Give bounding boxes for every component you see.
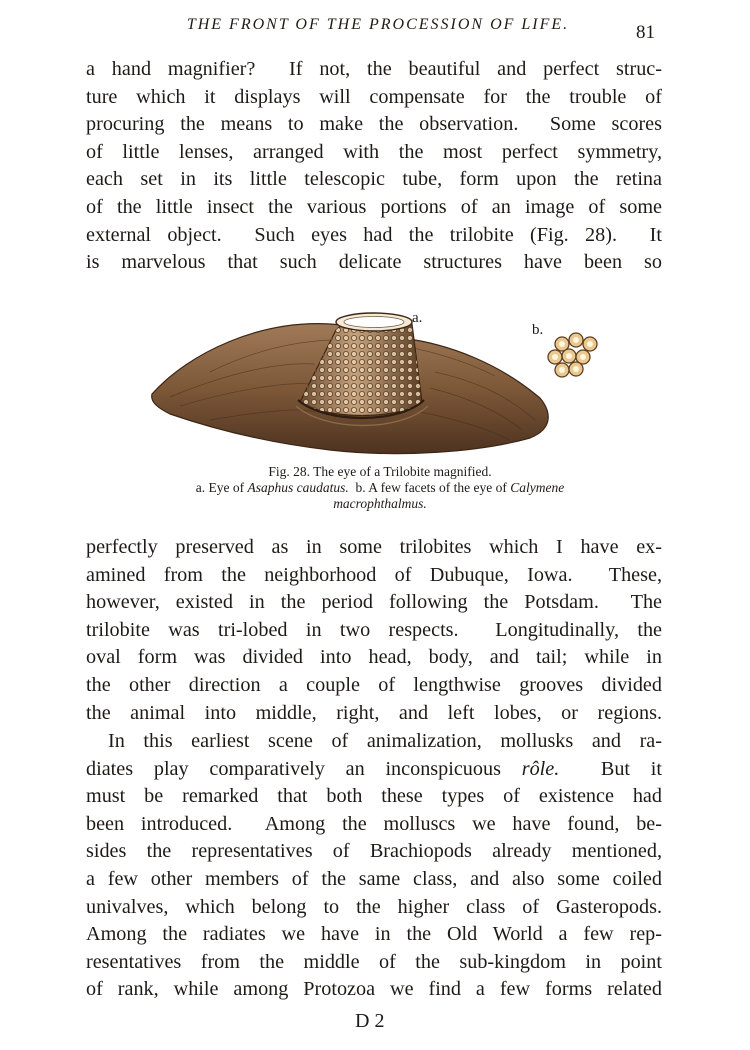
text-line: sides the representatives of Brachiopods already mentioned,	[86, 840, 662, 863]
text-line: perfectly preserved as in some trilobites which I have ex-	[86, 536, 662, 558]
species-name: Calymene	[510, 480, 565, 495]
text-line: In this earliest scene of animalization, mollusks and ra-	[108, 730, 662, 752]
emphasis-text: rôle.	[521, 757, 560, 780]
figure-label-b: b.	[532, 322, 544, 338]
text-line: Among the radiates we have in the Old World a few rep-	[86, 923, 662, 946]
text-line: ture which it displays will compensate for the trouble of	[86, 85, 662, 108]
text-line: the other direction a couple of lengthwise grooves divided	[86, 673, 662, 696]
caption-line-1: Fig. 28. The eye of a Trilobite magnified.	[268, 464, 492, 479]
caption-line-3	[100, 496, 660, 512]
text-line: the animal into middle, right, and left lobes, or regions.	[86, 701, 662, 724]
text-line: is marvelous that such delicate structures have been so	[86, 251, 662, 274]
text-line: univalves, which belong to the higher class of Gasteropods.	[86, 895, 662, 918]
text-line: must be remarked that both these types of existence had	[86, 785, 662, 808]
species-name: Asaphus caudatus.	[247, 480, 349, 495]
caption-line-2: a. Eye of Asaphus caudatus. b. A few facets of the eye of Calymene	[195, 480, 565, 495]
paragraph-2	[86, 534, 662, 727]
trilobite-eye-figure	[150, 302, 620, 462]
text-line: each set in its little telescopic tube, form upon the retina	[86, 168, 662, 191]
running-head: THE FRONT OF THE PROCESSION OF LIFE.	[186, 16, 570, 33]
paragraph-3	[86, 728, 662, 1004]
species-name: macrophthalmus.	[333, 496, 427, 511]
text-line: of little lenses, arranged with the most perfect symmetry,	[86, 140, 662, 163]
figure-caption	[100, 464, 660, 512]
text-line: procuring the means to make the observation. Some scores	[86, 113, 662, 136]
text-line: diates play comparatively an inconspicuous rôle. But it	[86, 757, 663, 780]
text-line: of rank, while among Protozoa we find a few forms related	[86, 978, 662, 1001]
text-line: been introduced. Among the molluscs we have found, be-	[86, 812, 662, 835]
signature-mark: D 2	[355, 1010, 385, 1032]
text-line: external object. Such eyes had the trilobite (Fig. 28). It	[86, 223, 662, 246]
trilobite-eye-illustration	[150, 302, 620, 462]
text-line: however, existed in the period following the Potsdam. The	[86, 591, 662, 614]
text-line: a few other members of the same class, and also some coiled	[86, 867, 662, 890]
text-line: amined from the neighborhood of Dubuque, Iowa. These,	[86, 563, 662, 586]
text-line: a hand magnifier? If not, the beautiful and perfect struc-	[86, 58, 662, 80]
paragraph-1	[86, 56, 662, 277]
text-line: resentatives from the middle of the sub-kingdom in point	[86, 950, 662, 973]
text-line: of the little insect the various portions of an image of some	[86, 195, 662, 218]
text-line: oval form was divided into head, body, and tail; while in	[86, 646, 662, 669]
figure-label-a: a.	[412, 310, 423, 326]
text-line: trilobite was tri-lobed in two respects. Longitudinally, the	[86, 618, 662, 641]
page-number: 81	[636, 22, 655, 43]
